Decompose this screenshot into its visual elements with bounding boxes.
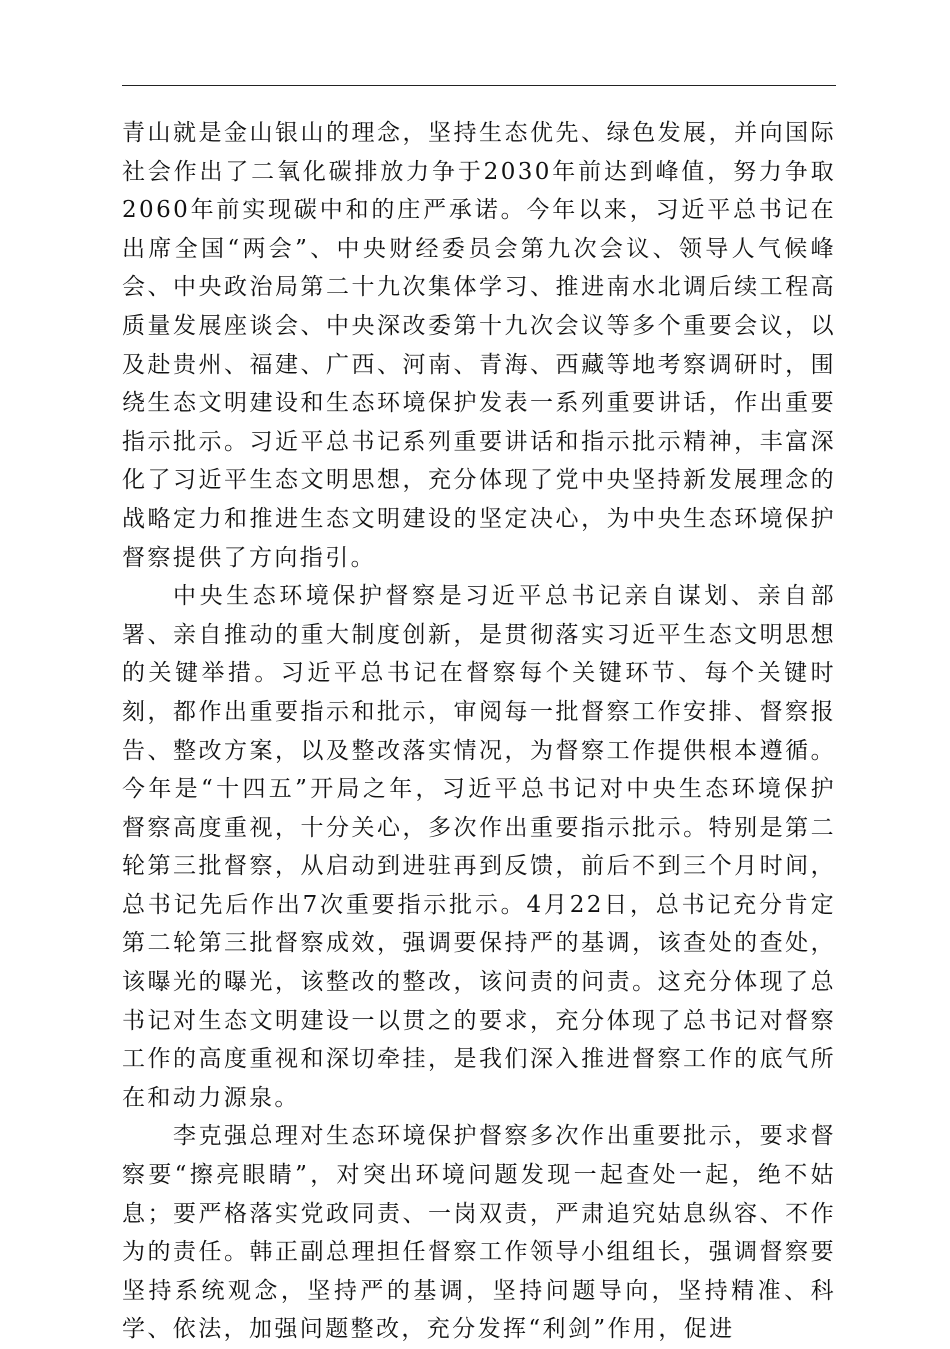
paragraph-3: 李克强总理对生态环境保护督察多次作出重要批示，要求督察要“擦亮眼睛”，对突出环境问题发现一起查处一起，绝不姑息；要严格落实党政同责、一岗双责，严肃追究姑息纵容、不作为的责任。韩正副总理担任督察工作领导小组组长，强调督察要坚持系统观念，坚持严的基调，坚持问题导向，坚持精准、科学、依法，加强问题整改，充分发挥“利剑”作用，促进 xyxy=(122,1123,836,1343)
paragraph-1: 青山就是金山银山的理念，坚持生态优先、绿色发展，并向国际社会作出了二氧化碳排放力争于2030年前达到峰值，努力争取2060年前实现碳中和的庄严承诺。今年以来，习近平总书记在出席全国“两会”、中央财经委员会第九次会议、领导人气候峰会、中央政治局第二十九次集体学习、推进南水北调后续工程高质量发展座谈会、中央深改委第十九次会议等多个重要会议，以及赴贵州、福建、广西、河南、青海、西藏等地考察调研时，围绕生态文明建设和生态环境保护发表一系列重要讲话，作出重要指示批示。习近平总书记系列重要讲话和指示批示精神，丰富深化了习近平生态文明思想，充分体现了党中央坚持新发展理念的战略定力和推进生态文明建设的坚定决心，为中央生态环境保护督察提供了方向指引。 xyxy=(122,120,836,571)
document-body xyxy=(122,114,836,1349)
paragraph-2: 中央生态环境保护督察是习近平总书记亲自谋划、亲自部署、亲自推动的重大制度创新，是贯彻落实习近平生态文明思想的关键举措。习近平总书记在督察每个关键环节、每个关键时刻，都作出重要指示和批示，审阅每一批督察工作安排、督察报告、整改方案，以及整改落实情况，为督察工作提供根本遵循。今年是“十四五”开局之年，习近平总书记对中央生态环境保护督察高度重视，十分关心，多次作出重要指示批示。特别是第二轮第三批督察，从启动到进驻再到反馈，前后不到三个月时间，总书记先后作出7次重要指示批示。4月22日，总书记充分肯定第二轮第三批督察成效，强调要保持严的基调，该查处的查处，该曝光的曝光，该整改的整改，该问责的问责。这充分体现了总书记对生态文明建设一以贯之的要求，充分体现了总书记对督察工作的高度重视和深切牵挂，是我们深入推进督察工作的底气所在和动力源泉。 xyxy=(122,583,836,1111)
header-rule xyxy=(122,85,836,86)
